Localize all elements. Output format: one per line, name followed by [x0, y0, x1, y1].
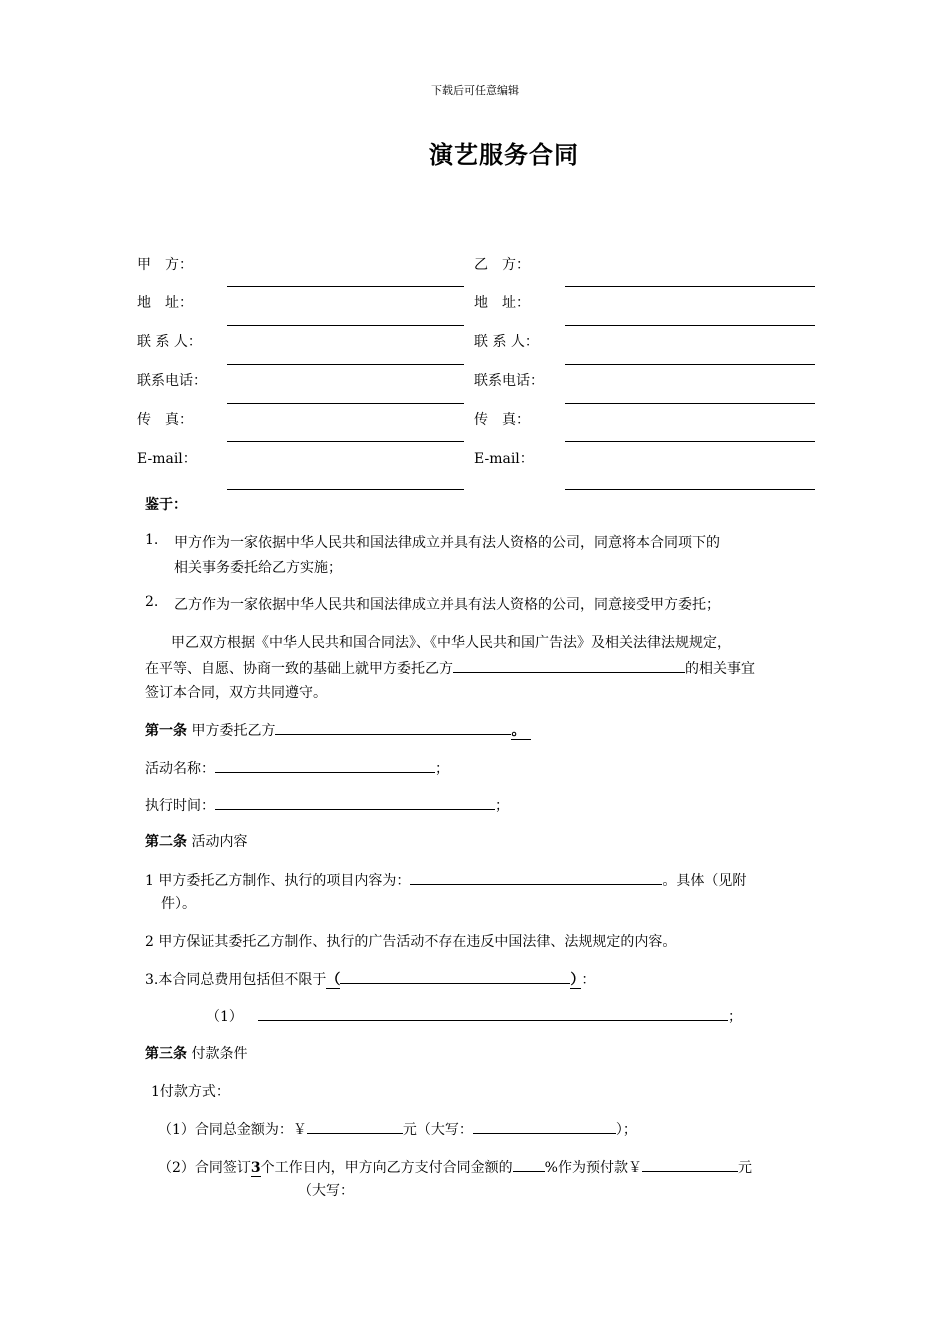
payment-item1-end: ）； — [615, 1122, 637, 1138]
total-amount-blank[interactable] — [307, 1118, 403, 1134]
article2-item1-end: 。具体（见附 — [662, 873, 747, 889]
document-title: 演艺服务合同 — [429, 140, 579, 169]
activity-name-semicolon: ； — [435, 761, 449, 777]
party-b-address-label: 地 址： — [474, 295, 530, 311]
article2-heading: 第二条 — [145, 834, 187, 850]
whereas-item1-number: 1. — [145, 532, 159, 548]
activity-name-label: 活动名称： — [145, 761, 215, 777]
party-b-email-label: E-mail： — [474, 451, 534, 467]
intro-line1: 甲乙双方根据《中华人民共和国合同法》、《中华人民共和国广告法》及相关法律法规规定， — [171, 635, 731, 651]
whereas-item2-number: 2. — [145, 594, 159, 610]
intro-line2-end: 的相关事宜 — [685, 661, 755, 677]
activity-name-row — [145, 757, 449, 778]
article2-item2: 2 甲方保证其委托乙方制作、执行的广告活动不存在违反中国法律、法规规定的内容。 — [145, 934, 677, 950]
party-b-phone-label: 联系电话： — [474, 373, 544, 389]
article1-entrust — [145, 719, 531, 740]
party-a-address-line[interactable] — [227, 325, 464, 326]
total-fee-scope-blank[interactable] — [340, 968, 570, 984]
payment-item2-end: 元 — [737, 1160, 752, 1176]
party-a-name-line[interactable] — [227, 286, 464, 287]
party-a-address-label: 地 址： — [137, 295, 193, 311]
article1-text: 甲方委托乙方 — [191, 723, 276, 739]
party-a-fax-label: 传 真： — [137, 412, 193, 428]
party-a-phone-line[interactable] — [227, 403, 464, 404]
party-b-fax-line[interactable] — [565, 441, 815, 442]
article2-item1-cont: 件）。 — [161, 896, 196, 912]
payment-item2-start: （2）合同签订 — [158, 1160, 251, 1176]
intro-line3: 签订本合同，双方共同遵守。 — [145, 685, 327, 701]
fee-item1-number: （1） — [206, 1009, 243, 1025]
activity-name-blank[interactable] — [215, 757, 435, 773]
party-b-email-line[interactable] — [565, 489, 815, 490]
payment-method-label: 1付款方式： — [151, 1084, 230, 1100]
prepayment-amount-blank[interactable] — [642, 1156, 738, 1172]
party-a-phone-label: 联系电话： — [137, 373, 207, 389]
article2-item1-start: 1 甲方委托乙方制作、执行的项目内容为： — [145, 873, 411, 889]
whereas-item2-text: 乙方作为一家依据中华人民共和国法律成立并具有法人资格的公司，同意接受甲方委托； — [174, 597, 720, 613]
entrusted-matter-blank[interactable] — [453, 657, 685, 673]
fee-item1-blank[interactable] — [258, 1020, 728, 1021]
total-amount-words-blank[interactable] — [473, 1118, 616, 1134]
project-content-blank[interactable] — [410, 869, 662, 885]
article1-heading: 第一条 — [145, 723, 187, 739]
party-b-address-line[interactable] — [565, 325, 815, 326]
payment-item2 — [158, 1156, 752, 1177]
payment-item1 — [158, 1118, 637, 1139]
article3-heading: 第三条 — [145, 1046, 187, 1062]
article1-entrust-blank[interactable] — [275, 719, 511, 735]
whereas-heading: 鉴于： — [145, 497, 187, 513]
intro-line2-start: 在平等、自愿、协商一致的基础上就甲方委托乙方 — [145, 661, 453, 677]
party-a-fax-line[interactable] — [227, 441, 464, 442]
party-b-name-line[interactable] — [565, 286, 815, 287]
prepayment-percent-blank[interactable] — [513, 1156, 545, 1172]
article2-title: 活动内容 — [191, 834, 248, 850]
party-a-email-label: E-mail： — [137, 451, 197, 467]
whereas-item1-line1: 甲方作为一家依据中华人民共和国法律成立并具有法人资格的公司，同意将本合同项下的 — [174, 535, 720, 551]
payment-item2-words: （大写： — [298, 1183, 354, 1199]
article3-heading-row — [145, 1043, 247, 1063]
article2-heading-row — [145, 831, 247, 851]
payment-item2-mid: 个工作日内，甲方向乙方支付合同金额的 — [260, 1160, 513, 1176]
execution-time-row — [145, 794, 509, 815]
party-b-fax-label: 传 真： — [474, 412, 530, 428]
article2-item3 — [145, 968, 595, 989]
party-a-contact-label: 联 系 人： — [137, 334, 202, 350]
article2-item3-colon: ： — [581, 972, 596, 988]
whereas-item1-line2: 相关事务委托给乙方实施； — [174, 560, 342, 576]
payment-item2-mid2: %作为预付款￥ — [544, 1160, 642, 1176]
execution-time-semicolon: ； — [495, 798, 509, 814]
article2-item1 — [145, 869, 746, 890]
payment-item1-start: （1）合同总金额为：￥ — [158, 1122, 307, 1138]
article3-title: 付款条件 — [191, 1046, 248, 1062]
execution-time-blank[interactable] — [215, 794, 495, 810]
payment-item1-mid: 元（大写： — [402, 1122, 473, 1138]
article1-end: 。 — [511, 723, 531, 740]
intro-line2 — [145, 657, 755, 678]
party-a-contact-line[interactable] — [227, 364, 464, 365]
article2-item3-close: ） — [570, 972, 581, 989]
party-b-contact-label: 联 系 人： — [474, 334, 539, 350]
header-note: 下载后可任意编辑 — [431, 84, 519, 97]
party-a-email-line[interactable] — [227, 489, 464, 490]
party-b-phone-line[interactable] — [565, 403, 815, 404]
party-b-contact-line[interactable] — [565, 364, 815, 365]
party-b-label: 乙 方： — [474, 257, 530, 273]
fee-item1-semicolon: ； — [728, 1009, 742, 1025]
article2-item3-text: 3.本合同总费用包括但不限于 — [145, 972, 327, 988]
execution-time-label: 执行时间： — [145, 798, 215, 814]
article2-item3-open: （ — [326, 972, 341, 988]
payment-days-value: 3 — [250, 1160, 261, 1176]
party-a-label: 甲 方： — [137, 257, 193, 273]
